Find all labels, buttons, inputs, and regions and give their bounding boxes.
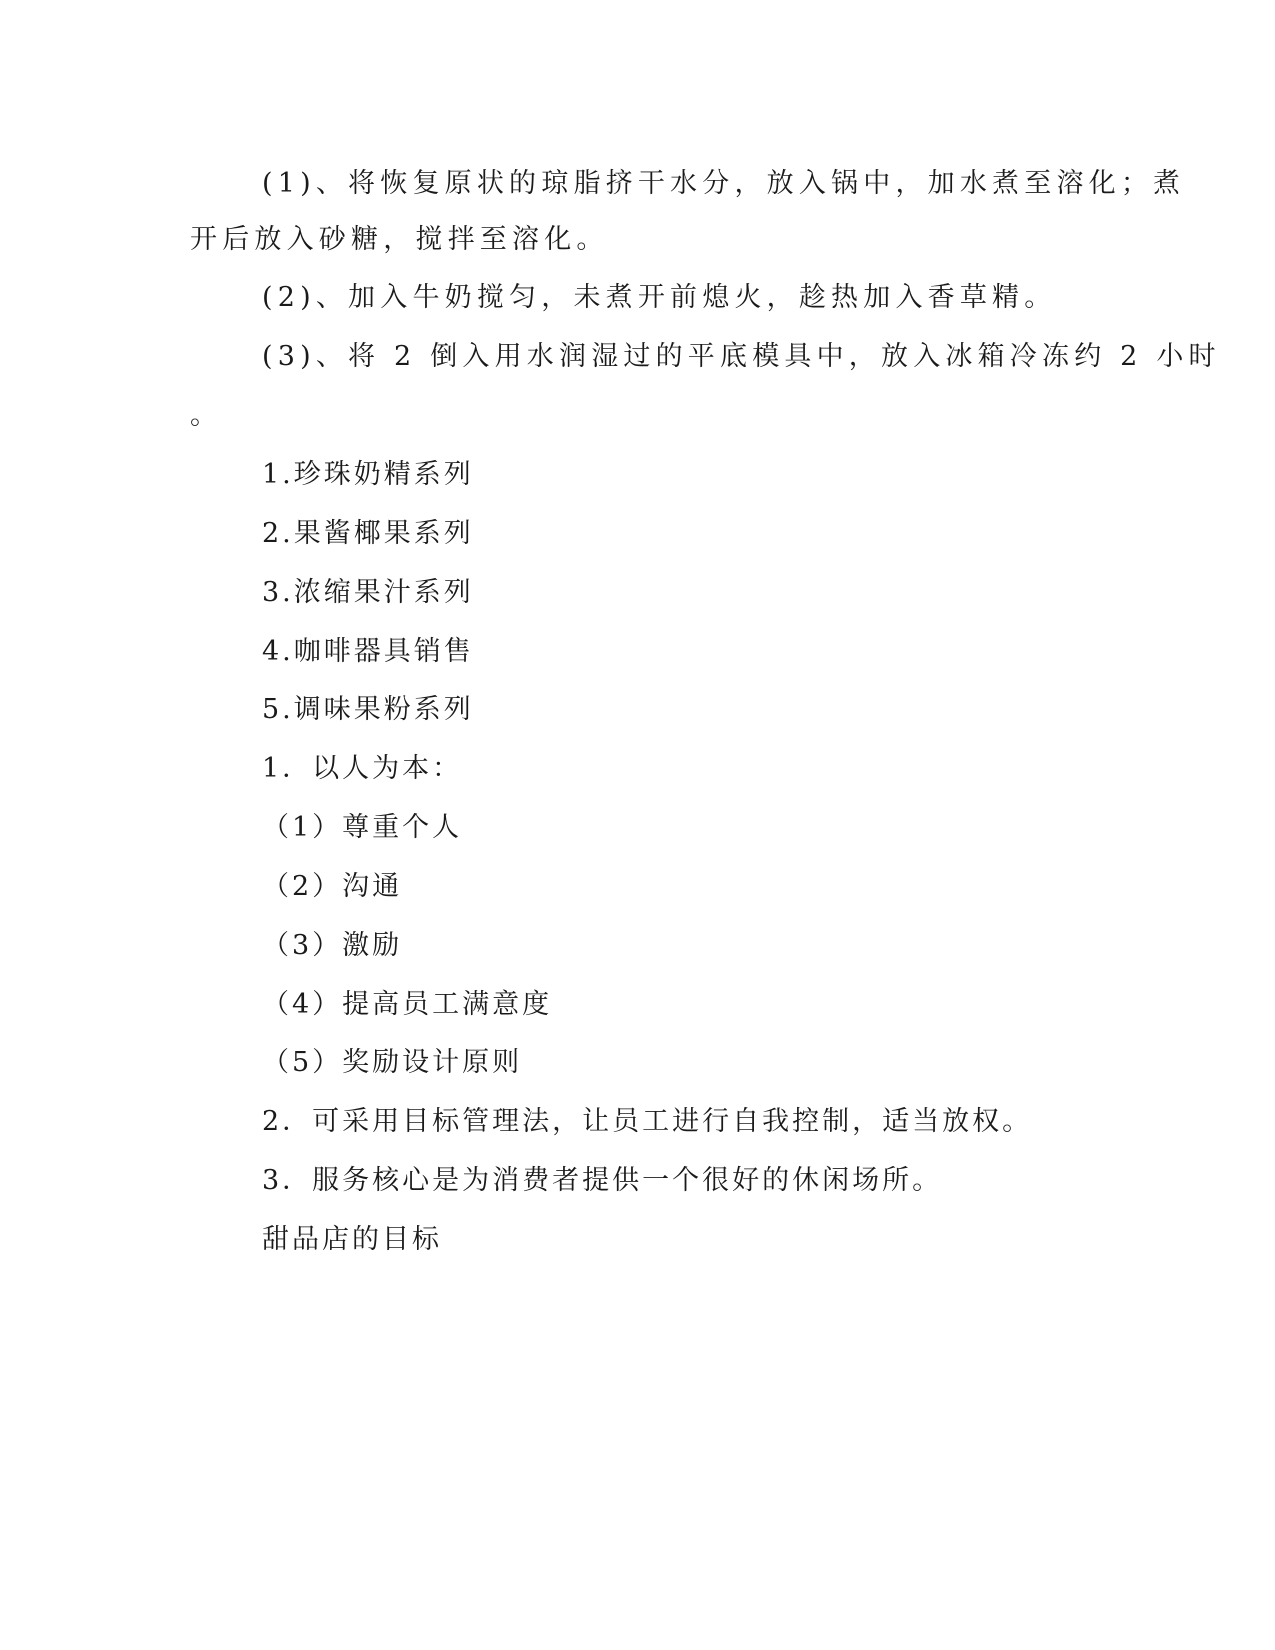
step-3-line-2: 。: [190, 400, 220, 431]
step-2: (2)、加入牛奶搅匀，未煮开前熄火，趁热加入香草精。: [262, 282, 1057, 313]
product-series-item: 4.咖啡器具销售: [262, 636, 474, 667]
step-3-line-1: (3)、将 2 倒入用水润湿过的平底模具中，放入冰箱冷冻约 2 小时: [262, 341, 1221, 372]
product-series-item: 5.调味果粉系列: [262, 694, 474, 725]
management-point-2: 2．可采用目标管理法，让员工进行自我控制，适当放权。: [262, 1106, 1033, 1137]
management-subpoint: （2）沟通: [262, 871, 403, 902]
management-point-3: 3．服务核心是为消费者提供一个很好的休闲场所。: [262, 1165, 943, 1196]
management-subpoint: （1）尊重个人: [262, 812, 463, 843]
management-subpoint: （3）激励: [262, 930, 403, 961]
step-1-line-2: 开后放入砂糖，搅拌至溶化。: [190, 224, 609, 255]
product-series-item: 1.珍珠奶精系列: [262, 459, 474, 490]
step-1-line-1: (1)、将恢复原状的琼脂挤干水分，放入锅中，加水煮至溶化；煮: [262, 168, 1186, 199]
product-series-item: 3.浓缩果汁系列: [262, 577, 474, 608]
final-heading: 甜品店的目标: [262, 1224, 442, 1255]
management-subpoint: （4）提高员工满意度: [262, 989, 553, 1020]
product-series-item: 2.果酱椰果系列: [262, 518, 474, 549]
management-point-1: 1．以人为本：: [262, 753, 463, 784]
management-subpoint: （5）奖励设计原则: [262, 1047, 523, 1078]
